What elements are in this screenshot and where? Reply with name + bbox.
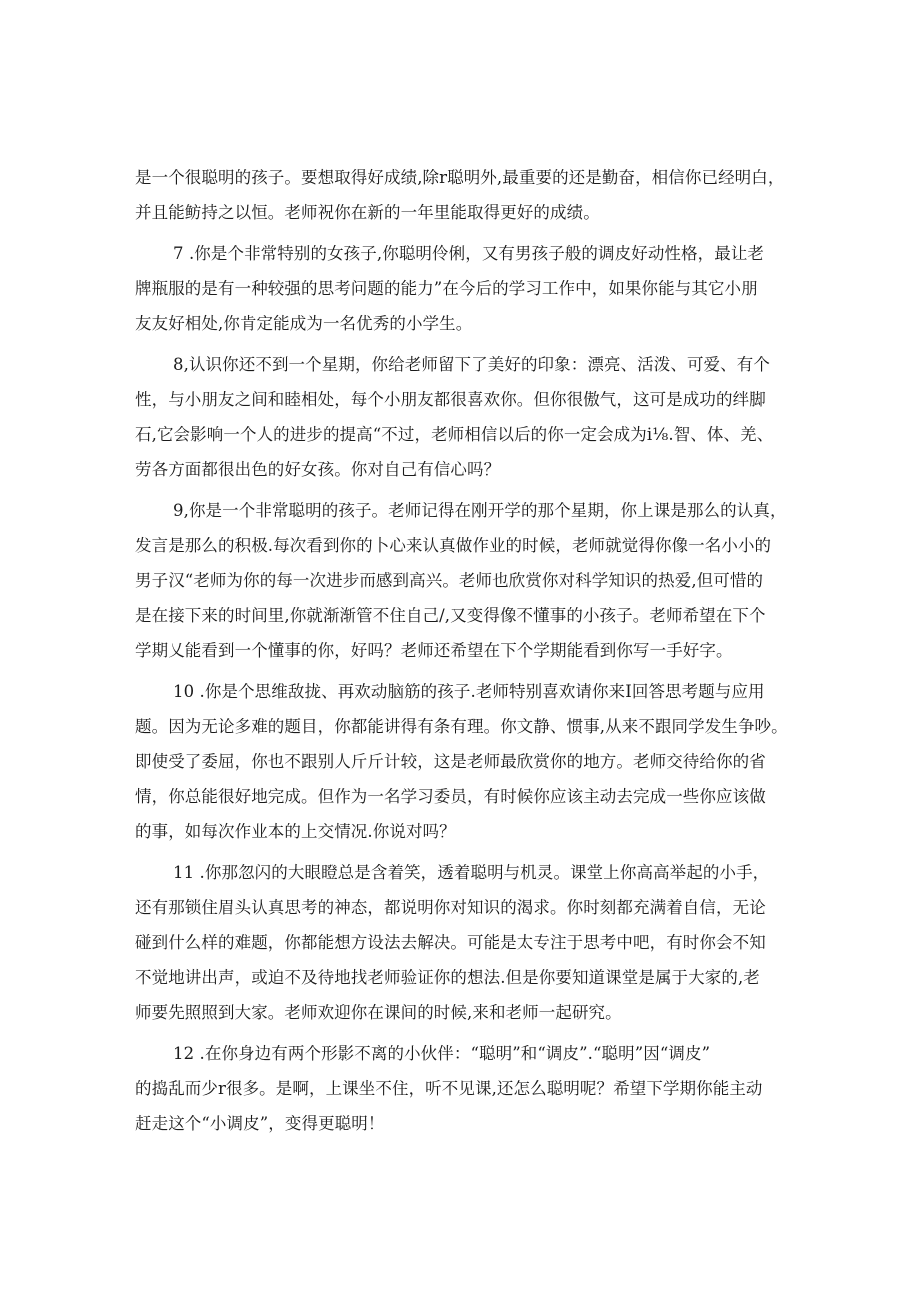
- text-line: 并且能鲂持之以恒。老师祝你在新的一年里能取得更好的成绩。: [135, 203, 600, 222]
- text-line: 的事，如每次作业本的上交情况.你说对吗？: [135, 822, 456, 841]
- paragraph-comment-12: [135, 1036, 785, 1141]
- text-line: 性，与小朋友之间和睦相处，每个小朋友都很喜欢你。但你很傲气，这可是成功的绊脚: [135, 390, 766, 409]
- text-line: 还有那锁住眉头认真思考的神态，都说明你对知识的渴求。你时刻都充满着自信，无论: [135, 898, 766, 917]
- text-line: 8,认识你还不到一个星期，你给老师留下了美好的印象：漂亮、活泼、可爱、有个: [173, 355, 770, 374]
- text-line: 题。因为无论多难的题目，你都能讲得有条有理。你文静、惯事,从来不跟同学发生争吵。: [135, 717, 788, 736]
- paragraph-continuation: [135, 160, 785, 230]
- text-line: 发言是那么的积极.每次看到你的卜心来认真做作业的时候，老师就觉得你像一名小小的: [135, 536, 772, 555]
- text-line: 牌瓶服的是有一种较强的思考问题的能力”在今后的学习工作中，如果你能与其它小朋: [135, 279, 758, 298]
- text-line: 11 .你那忽闪的大眼瞪总是含着笑，透着聪明与机灵。课堂上你高高举起的小手，: [173, 863, 770, 882]
- text-line: 的捣乱而少r很多。是啊，上课坐不住，听不见课,还怎么聪明呢？希望下学期你能主动: [135, 1079, 763, 1098]
- paragraph-comment-7: [135, 236, 785, 341]
- paragraph-comment-11: [135, 855, 785, 1030]
- text-line: 男子汉“老师为你的每一次进步而感到高兴。老师也欣赏你对科学知识的热爱,但可惜的: [135, 571, 764, 590]
- text-line: 友友好相处,你肯定能成为一名优秀的小学生。: [135, 314, 473, 333]
- text-line: 是一个很聪明的孩子。要想取得好成绩,除r聪明外,最重要的还是勤奋，相信你已经明白，: [135, 168, 785, 187]
- text-line: 是在接下来的时间里,你就渐渐管不住自己/,又变得像不懂事的小孩子。老师希望在下个: [135, 606, 766, 625]
- text-line: 劳各方面都很出色的好女孩。你对自己有信心吗？: [135, 460, 501, 479]
- paragraph-comment-8: [135, 347, 785, 487]
- text-line: 碰到什么样的难题，你都能想方设法去解决。可能是太专注于思考中吧，有时你会不知: [135, 933, 766, 952]
- text-line: 12 .在你身边有两个形影不离的小伙伴：“聪明”和“调皮”.“聪明”因“调皮”: [173, 1044, 711, 1063]
- document-body: [135, 160, 788, 1147]
- text-line: 9,你是一个非常聪明的孩子。老师记得在刚开学的那个星期，你上课是那么的认真，: [173, 501, 787, 520]
- text-line: 10 .你是个思维敌拢、再欢动脑筋的孩子.老师特别喜欢请你来I回答思考题与应用: [173, 682, 765, 701]
- text-line: 情，你总能很好地完成。但作为一名学习委员，有时候你应该主动去完成一些你应该做: [135, 787, 766, 806]
- text-line: 师要先照照到大家。老师欢迎你在课间的时候,来和老师一起研究。: [135, 1003, 622, 1022]
- paragraph-comment-9: [135, 493, 785, 668]
- text-line: 石,它会影响一个人的进步的提高“不过，老师相信以后的你一定会成为i⅛.智、体、羌、: [135, 425, 774, 444]
- text-line: 赶走这个“小调皮”，变得更聪明！: [135, 1114, 385, 1133]
- text-line: 即使受了委屈，你也不跟别人斤斤计较，这是老师最欣赏你的地方。老师交待给你的省: [135, 752, 766, 771]
- text-line: 7 .你是个非常特别的女孩子,你聪明伶俐，又有男孩子般的调皮好动性格，最让老: [173, 244, 765, 263]
- paragraph-comment-10: [135, 674, 788, 849]
- text-line: 不觉地讲出声，或迫不及待地找老师验证你的想法.但是你要知道课堂是属于大家的,老: [135, 968, 760, 987]
- text-line: 学期乂能看到一个懂事的你，好吗？老师还希望在下个学期能看到你写一手好字。: [135, 641, 733, 660]
